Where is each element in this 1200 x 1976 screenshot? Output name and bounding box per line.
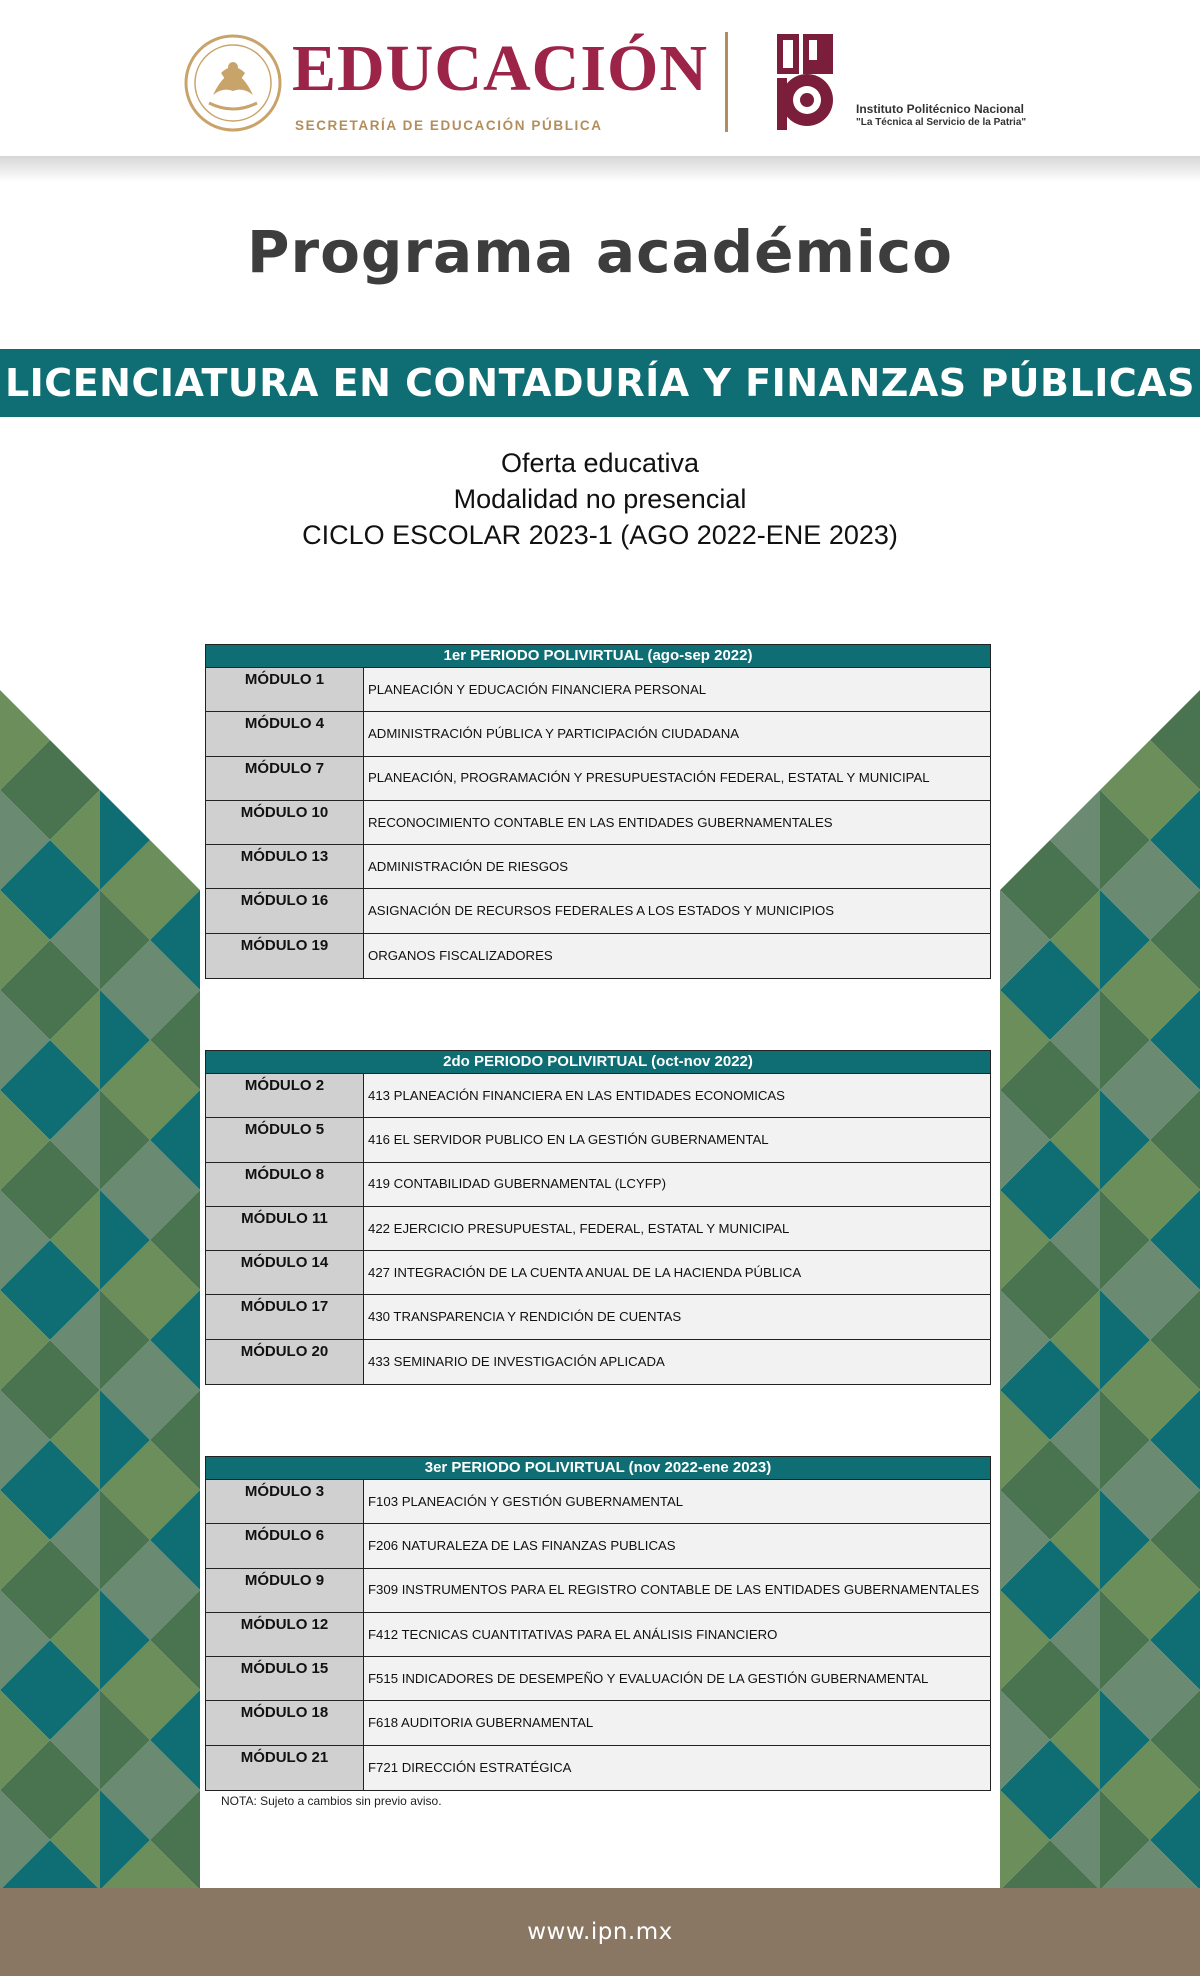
disclaimer-note: NOTA: Sujeto a cambios sin previo aviso. (221, 1794, 442, 1808)
module-cell: MÓDULO 21 (206, 1746, 364, 1790)
education-subtitle: SECRETARÍA DE EDUCACIÓN PÚBLICA (295, 118, 603, 133)
subject-cell: F309 INSTRUMENTOS PARA EL REGISTRO CONTABLE DE LAS ENTIDADES GUBERNAMENTALES (364, 1569, 990, 1612)
program-title: LICENCIATURA EN CONTADURÍA Y FINANZAS PÚBLICAS (4, 361, 1196, 405)
subject-cell: 430 TRANSPARENCIA Y RENDICIÓN DE CUENTAS (364, 1295, 990, 1338)
table-row (206, 845, 990, 889)
subject-cell: 422 EJERCICIO PRESUPUESTAL, FEDERAL, ESTATAL Y MUNICIPAL (364, 1207, 990, 1250)
subject-cell: PLANEACIÓN, PROGRAMACIÓN Y PRESUPUESTACIÓN FEDERAL, ESTATAL Y MUNICIPAL (364, 757, 990, 800)
mexico-seal-icon (183, 33, 283, 133)
header-divider (725, 32, 728, 132)
module-cell: MÓDULO 20 (206, 1340, 364, 1384)
subject-cell: 419 CONTABILIDAD GUBERNAMENTAL (LCYFP) (364, 1163, 990, 1206)
left-triangle-pattern (0, 690, 200, 1888)
table-row (206, 712, 990, 756)
period-title: 2do PERIODO POLIVIRTUAL (oct-nov 2022) (206, 1051, 990, 1074)
footer-url[interactable]: www.ipn.mx (527, 1919, 673, 1945)
subject-cell: F103 PLANEACIÓN Y GESTIÓN GUBERNAMENTAL (364, 1480, 990, 1523)
subject-cell: PLANEACIÓN Y EDUCACIÓN FINANCIERA PERSONAL (364, 668, 990, 711)
table-row (206, 1207, 990, 1251)
module-cell: MÓDULO 12 (206, 1613, 364, 1656)
subject-cell: ADMINISTRACIÓN DE RIESGOS (364, 845, 990, 888)
program-band (0, 349, 1200, 417)
ipn-name: Instituto Politécnico Nacional (856, 102, 1025, 116)
module-cell: MÓDULO 5 (206, 1118, 364, 1161)
subject-cell: ORGANOS FISCALIZADORES (364, 934, 990, 978)
module-cell: MÓDULO 13 (206, 845, 364, 888)
table-row (206, 934, 990, 978)
subject-cell: F618 AUDITORIA GUBERNAMENTAL (364, 1701, 990, 1744)
period-title: 1er PERIODO POLIVIRTUAL (ago-sep 2022) (206, 645, 990, 668)
ipn-logo-icon (773, 30, 837, 134)
table-row (206, 1118, 990, 1162)
table-row (206, 757, 990, 801)
module-cell: MÓDULO 8 (206, 1163, 364, 1206)
table-row (206, 1480, 990, 1524)
subject-cell: F206 NATURALEZA DE LAS FINANZAS PUBLICAS (364, 1524, 990, 1567)
intro-modality: Modalidad no presencial (453, 484, 747, 514)
subject-cell: 433 SEMINARIO DE INVESTIGACIÓN APLICADA (364, 1340, 990, 1384)
table-row (206, 1701, 990, 1745)
module-cell: MÓDULO 17 (206, 1295, 364, 1338)
module-cell: MÓDULO 9 (206, 1569, 364, 1612)
table-row (206, 1163, 990, 1207)
subject-cell: 427 INTEGRACIÓN DE LA CUENTA ANUAL DE LA HACIENDA PÚBLICA (364, 1251, 990, 1294)
table-row (206, 1340, 990, 1384)
subject-cell: 416 EL SERVIDOR PUBLICO EN LA GESTIÓN GUBERNAMENTAL (364, 1118, 990, 1161)
module-cell: MÓDULO 15 (206, 1657, 364, 1700)
module-cell: MÓDULO 10 (206, 801, 364, 844)
table-row (206, 1074, 990, 1118)
period-title: 3er PERIODO POLIVIRTUAL (nov 2022-ene 2023) (206, 1457, 990, 1480)
header-shadow (0, 156, 1200, 182)
period-table-3 (205, 1456, 991, 1791)
table-row (206, 1657, 990, 1701)
subject-cell: ADMINISTRACIÓN PÚBLICA Y PARTICIPACIÓN CIUDADANA (364, 712, 990, 755)
module-cell: MÓDULO 4 (206, 712, 364, 755)
module-cell: MÓDULO 19 (206, 934, 364, 978)
module-cell: MÓDULO 18 (206, 1701, 364, 1744)
module-cell: MÓDULO 3 (206, 1480, 364, 1523)
table-row (206, 1746, 990, 1790)
module-cell: MÓDULO 14 (206, 1251, 364, 1294)
subject-cell: ASIGNACIÓN DE RECURSOS FEDERALES A LOS ESTADOS Y MUNICIPIOS (364, 889, 990, 932)
subject-cell: RECONOCIMIENTO CONTABLE EN LAS ENTIDADES GUBERNAMENTALES (364, 801, 990, 844)
table-row (206, 1251, 990, 1295)
table-row (206, 1569, 990, 1613)
module-cell: MÓDULO 7 (206, 757, 364, 800)
table-row (206, 1613, 990, 1657)
footer (0, 1888, 1200, 1976)
table-row (206, 1295, 990, 1339)
table-row (206, 1524, 990, 1568)
table-row (206, 801, 990, 845)
module-cell: MÓDULO 2 (206, 1074, 364, 1117)
module-cell: MÓDULO 1 (206, 668, 364, 711)
right-triangle-pattern (1000, 690, 1200, 1888)
subject-cell: F721 DIRECCIÓN ESTRATÉGICA (364, 1746, 990, 1790)
period-table-2 (205, 1050, 991, 1385)
table-row (206, 889, 990, 933)
intro-cycle: CICLO ESCOLAR 2023-1 (AGO 2022-ENE 2023) (302, 520, 898, 550)
module-cell: MÓDULO 16 (206, 889, 364, 932)
module-cell: MÓDULO 11 (206, 1207, 364, 1250)
period-table-1 (205, 644, 991, 979)
header (0, 0, 1200, 160)
ipn-motto: "La Técnica al Servicio de la Patria" (856, 117, 1027, 128)
education-title: EDUCACIÓN (292, 32, 709, 105)
subject-cell: 413 PLANEACIÓN FINANCIERA EN LAS ENTIDADES ECONOMICAS (364, 1074, 990, 1117)
intro-offer: Oferta educativa (500, 448, 700, 478)
subject-cell: F515 INDICADORES DE DESEMPEÑO Y EVALUACIÓN DE LA GESTIÓN GUBERNAMENTAL (364, 1657, 990, 1700)
module-cell: MÓDULO 6 (206, 1524, 364, 1567)
page-title: Programa académico (246, 218, 954, 286)
subject-cell: F412 TECNICAS CUANTITATIVAS PARA EL ANÁLISIS FINANCIERO (364, 1613, 990, 1656)
table-row (206, 668, 990, 712)
